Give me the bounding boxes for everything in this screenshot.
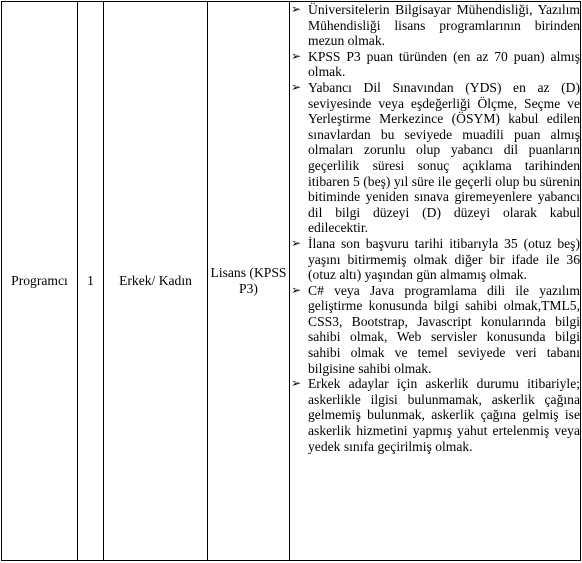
- list-item: [290, 376, 580, 454]
- arrow-bullet-icon: ➢: [291, 79, 302, 94]
- table-row: [2, 2, 581, 561]
- list-item: [290, 236, 580, 283]
- requirement-text: İlana son başvuru tarihi itibarıyla 35 (otuz beş) yaşını bitirmemiş olmak diğer bir ifade ile 36 (otuz altı) yaşından gün almamış olmak.: [308, 235, 580, 283]
- list-item: [290, 80, 580, 236]
- arrow-bullet-icon: ➢: [291, 48, 302, 63]
- list-item: [290, 283, 580, 377]
- requirement-text: C# veya Java programlama dili ile yazılım geliştirme konusunda bilgi sahibi olmak,TML5, CSS3, Bootstrap, Javascript konularında bilgi sahibi olmak, Web servisler konusunda bilgi sahibi olmak ve temel seviyede veri tabanı bilgisine sahibi olmak.: [308, 282, 580, 376]
- requirements-list: [290, 2, 580, 454]
- requirement-text: Yabancı Dil Sınavından (YDS) en az (D) seviyesinde veya eşdeğerliği Ölçme, Seçme ve Yerleştirme Merkezince (ÖSYM) kabul edilen sınavlardan bu seviyede muadili puan almış olmaları zorunlu olup yabancı dil puanların geçerlilik süresi sonuç açıklama tarihinden itibaren 5 (beş) yıl süre ile geçerli olup bu sürenin bitiminde yeniden sınava giremeyenlere yabancı dil bilgi düzeyi (D) düzeyi olarak kabul edilecektir.: [308, 79, 580, 236]
- education-cell: Lisans (KPSS P3): [208, 2, 290, 561]
- requirement-text: Erkek adaylar için askerlik durumu itibariyle; askerlikle ilgisi bulunmamak, askerlik çağına gelmemiş bulunmak, askerlik çağına gelmiş ise askerlik hizmetini yapmış yahut ertelenmiş veya yedek sınıfa geçirilmiş olmak.: [308, 376, 580, 454]
- list-item: [290, 49, 580, 80]
- gender-cell: Erkek/ Kadın: [104, 2, 208, 561]
- count-cell: 1: [78, 2, 104, 561]
- list-item: [290, 2, 580, 49]
- requirements-cell: [290, 2, 581, 561]
- requirement-text: Üniversitelerin Bilgisayar Mühendisliği, Yazılım Mühendisliği lisans programlarının birinden mezun olmak.: [308, 2, 580, 49]
- requirement-text: KPSS P3 puan türünden (en az 70 puan) almış olmak.: [308, 48, 580, 80]
- job-requirements-table: [1, 1, 581, 561]
- arrow-bullet-icon: ➢: [291, 376, 302, 391]
- arrow-bullet-icon: ➢: [291, 282, 302, 297]
- position-cell: Programcı: [2, 2, 78, 561]
- arrow-bullet-icon: ➢: [291, 2, 302, 16]
- arrow-bullet-icon: ➢: [291, 235, 302, 250]
